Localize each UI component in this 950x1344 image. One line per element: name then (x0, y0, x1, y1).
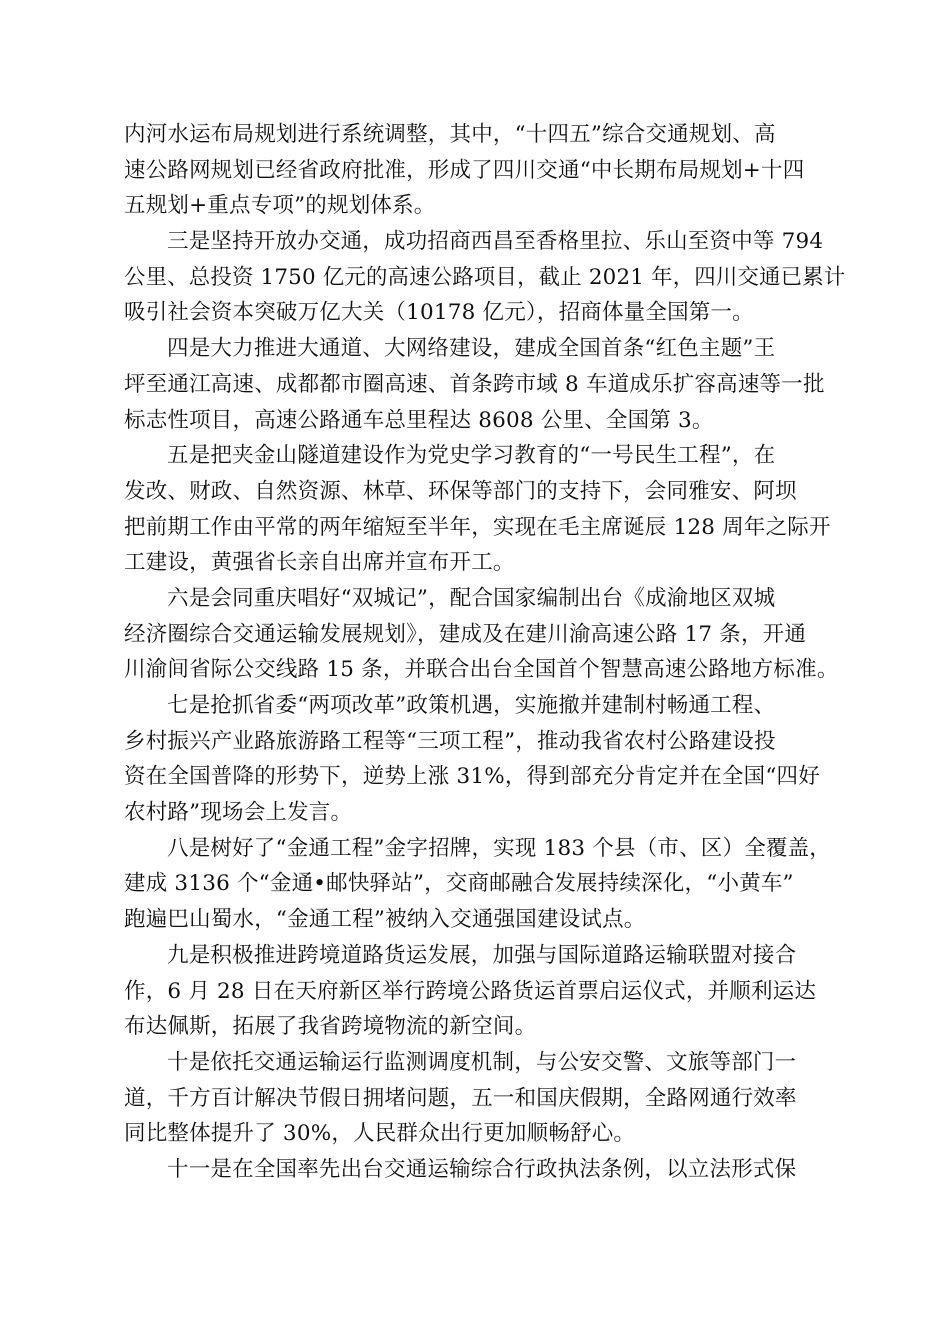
paragraph-start-line: 三是坚持开放办交通，成功招商西昌至香格里拉、乐山至资中等 794 (167, 229, 824, 255)
body-text (124, 117, 844, 1188)
paragraph-start-line: 十是依托交通运输运行监测调度机制，与公安交警、文旅等部门一 (167, 1049, 797, 1075)
paragraph-start-line: 九是积极推进跨境道路货运发展，加强与国际道路运输联盟对接合 (167, 942, 797, 968)
paragraph-start-line: 八是树好了“金通工程”金字招牌，实现 183 个县（市、区）全覆盖， (167, 835, 831, 861)
paragraph-start-line: 六是会同重庆唱好“双城记”，配合国家编制出台《成渝地区双城 (167, 585, 776, 611)
text-line: 速公路网规划已经省政府批准，形成了四川交通“中长期布局规划+十四 (124, 157, 805, 183)
text-line: 乡村振兴产业路旅游路工程等“三项工程”，推动我省农村公路建设投 (124, 728, 776, 754)
text-line: 建成 3136 个“金通•邮快驿站”，交商邮融合发展持续深化，“小黄车” (124, 871, 794, 897)
text-line: 工建设，黄强省长亲自出席并宣布开工。 (124, 550, 515, 576)
paragraph-start-line: 十一是在全国率先出台交通运输综合行政执法条例，以立法形式保 (167, 1156, 797, 1182)
text-line: 公里、总投资 1750 亿元的高速公路项目，截止 2021 年，四川交通已累计 (124, 264, 846, 290)
paragraph-start-line: 五是把夹金山隧道建设作为党史学习教育的“一号民生工程”，在 (167, 443, 776, 469)
text-line: 道，千方百计解决节假日拥堵问题，五一和国庆假期，全路网通行效率 (124, 1085, 797, 1111)
text-line: 发改、财政、自然资源、林草、环保等部门的支持下，会同雅安、阿坝 (124, 478, 797, 504)
text-line: 作，6 月 28 日在天府新区举行跨境公路货运首票启运仪式，并顺利运达 (124, 978, 817, 1004)
text-line: 同比整体提升了 30%，人民群众出行更加顺畅舒心。 (124, 1121, 636, 1147)
text-line: 标志性项目，高速公路通车总里程达 8608 公里、全国第 3。 (124, 407, 714, 433)
paragraph-start-line: 四是大力推进大通道、大网络建设，建成全国首条“红色主题”王 (167, 336, 776, 362)
text-line: 把前期工作由平常的两年缩短至半年，实现在毛主席诞辰 128 周年之际开 (124, 514, 831, 540)
text-line: 内河水运布局规划进行系统调整，其中，“十四五”综合交通规划、高 (124, 122, 776, 147)
text-line: 经济圈综合交通运输发展规划》，建成及在建川渝高速公路 17 条，开通 (124, 621, 807, 647)
text-line: 跑遍巴山蜀水，“金通工程”被纳入交通强国建设试点。 (124, 907, 646, 933)
text-line: 吸引社会资本突破万亿大关（10178 亿元），招商体量全国第一。 (124, 300, 754, 326)
text-line: 资在全国普降的形势下，逆势上涨 31%，得到部充分肯定并在全国“四好 (124, 764, 820, 790)
paragraph-start-line: 七是抢抓省委“两项改革”政策机遇，实施撤并建制村畅通工程、 (167, 693, 776, 718)
text-line: 坪至通江高速、成都都市圈高速、首条跨市域 8 车道成乐扩容高速等一批 (124, 371, 825, 397)
text-line: 布达佩斯，拓展了我省跨境物流的新空间。 (124, 1014, 537, 1040)
text-line: 农村路”现场会上发言。 (124, 800, 353, 826)
text-line: 川渝间省际公交线路 15 条，并联合出台全国首个智慧高速公路地方标准。 (124, 657, 839, 683)
text-line: 五规划+重点专项”的规划体系。 (124, 193, 436, 219)
